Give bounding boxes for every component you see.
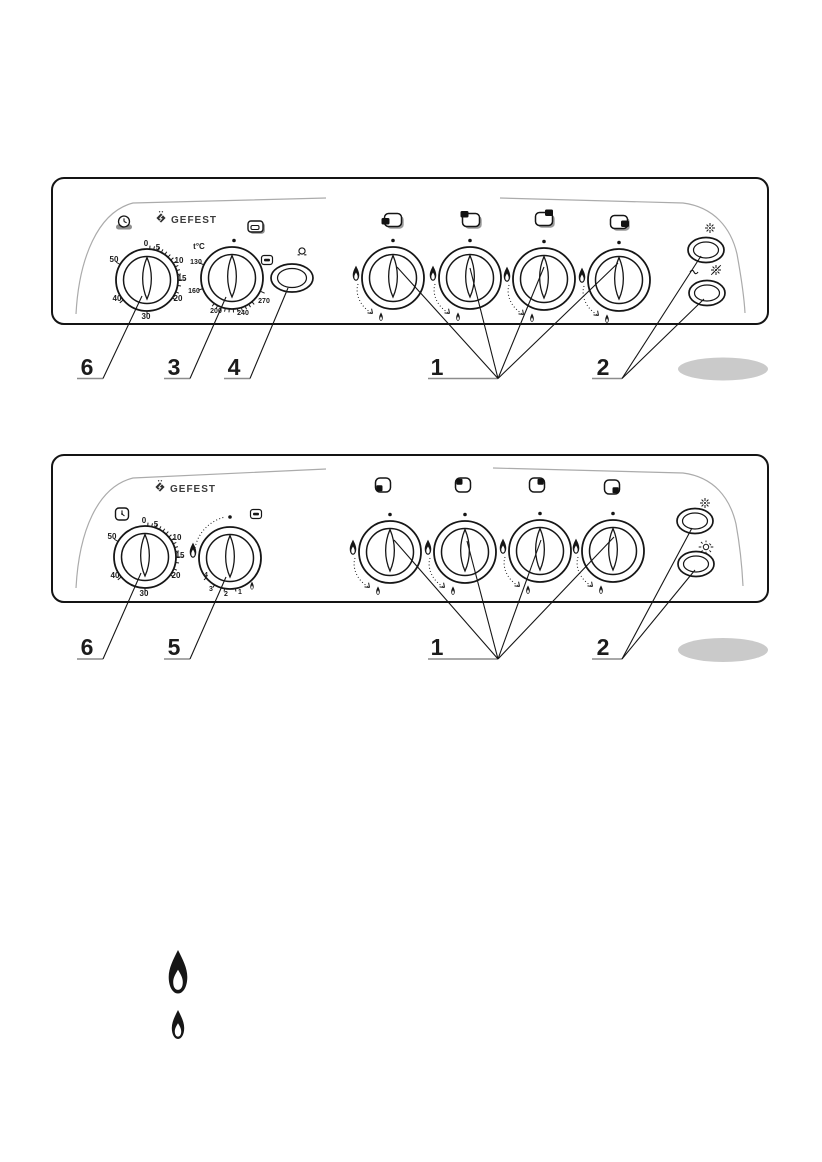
timer-scale-label: 30 — [139, 589, 149, 598]
burner-rear-left-icon — [456, 478, 471, 492]
ignition-button — [677, 509, 713, 534]
callout-number: 4 — [227, 354, 241, 380]
burner-front-right-icon — [611, 216, 630, 231]
oven-mode-icon — [251, 510, 262, 519]
bottom-control-panel-figure — [52, 455, 768, 662]
flame-small-icon — [172, 1010, 184, 1039]
oven-light-button — [678, 552, 714, 577]
callout-number: 2 — [596, 354, 610, 380]
oven-scale-label: 2 — [224, 591, 228, 598]
top-control-panel-figure — [52, 178, 768, 381]
temp-scale-label: 270 — [258, 298, 270, 305]
oven-scale-label: 1 — [238, 589, 242, 596]
oven-mode-icon — [262, 256, 273, 265]
off-position-dot — [232, 239, 236, 243]
timer-clock-icon — [116, 508, 129, 520]
timer-scale-label: 50 — [107, 532, 117, 541]
timer-scale-label: 40 — [112, 294, 122, 303]
temp-scale-label: 160 — [188, 288, 200, 295]
gray-spot — [678, 638, 768, 662]
timer-scale-label: 10 — [174, 256, 184, 265]
timer-scale-label: 5 — [153, 520, 159, 529]
burner-rear-right-icon — [530, 478, 545, 492]
timer-scale-label: 15 — [177, 274, 187, 283]
callout-number: 6 — [80, 354, 94, 380]
off-position-dot — [228, 515, 232, 519]
oven-scale-label: 3 — [209, 586, 213, 593]
temp-scale-label: 240 — [237, 310, 249, 317]
brand-name: GEFEST — [170, 484, 217, 495]
timer-scale-label: 10 — [172, 533, 182, 542]
bake-oven-icon — [248, 221, 265, 234]
callout-number: 3 — [167, 354, 181, 380]
gray-spot — [678, 358, 768, 381]
timer-scale-label: 20 — [173, 294, 183, 303]
secondary-button — [689, 281, 725, 306]
callout-number: 1 — [430, 354, 444, 380]
timer-scale-label: 50 — [109, 255, 119, 264]
temp-scale-label: 200 — [210, 308, 222, 315]
callout-number: 2 — [596, 634, 610, 660]
timer-scale-label: 0 — [143, 239, 149, 248]
oven-scale-label: 4 — [204, 572, 208, 579]
callout-number: 5 — [167, 634, 181, 660]
timer-scale-label: 5 — [155, 243, 161, 252]
burner-rear-right-icon — [536, 210, 555, 228]
brand-name: GEFEST — [171, 215, 218, 226]
flame-large-icon — [169, 950, 188, 994]
timer-scale-label: 15 — [175, 551, 185, 560]
flame-legend — [169, 950, 188, 1039]
timer-scale-label: 30 — [141, 312, 151, 321]
callout-number: 1 — [430, 634, 444, 660]
burner-front-left-icon — [376, 478, 391, 492]
temp-unit-label: t°C — [193, 242, 205, 251]
timer-scale-label: 20 — [171, 571, 181, 580]
callout-number: 6 — [80, 634, 94, 660]
timer-scale-label: 40 — [110, 571, 120, 580]
ignition-button — [688, 238, 724, 263]
timer-scale-label: 0 — [141, 516, 147, 525]
burner-front-right-icon — [605, 480, 620, 494]
temp-scale-label: 130 — [190, 259, 202, 266]
oven-light-button — [271, 264, 313, 292]
